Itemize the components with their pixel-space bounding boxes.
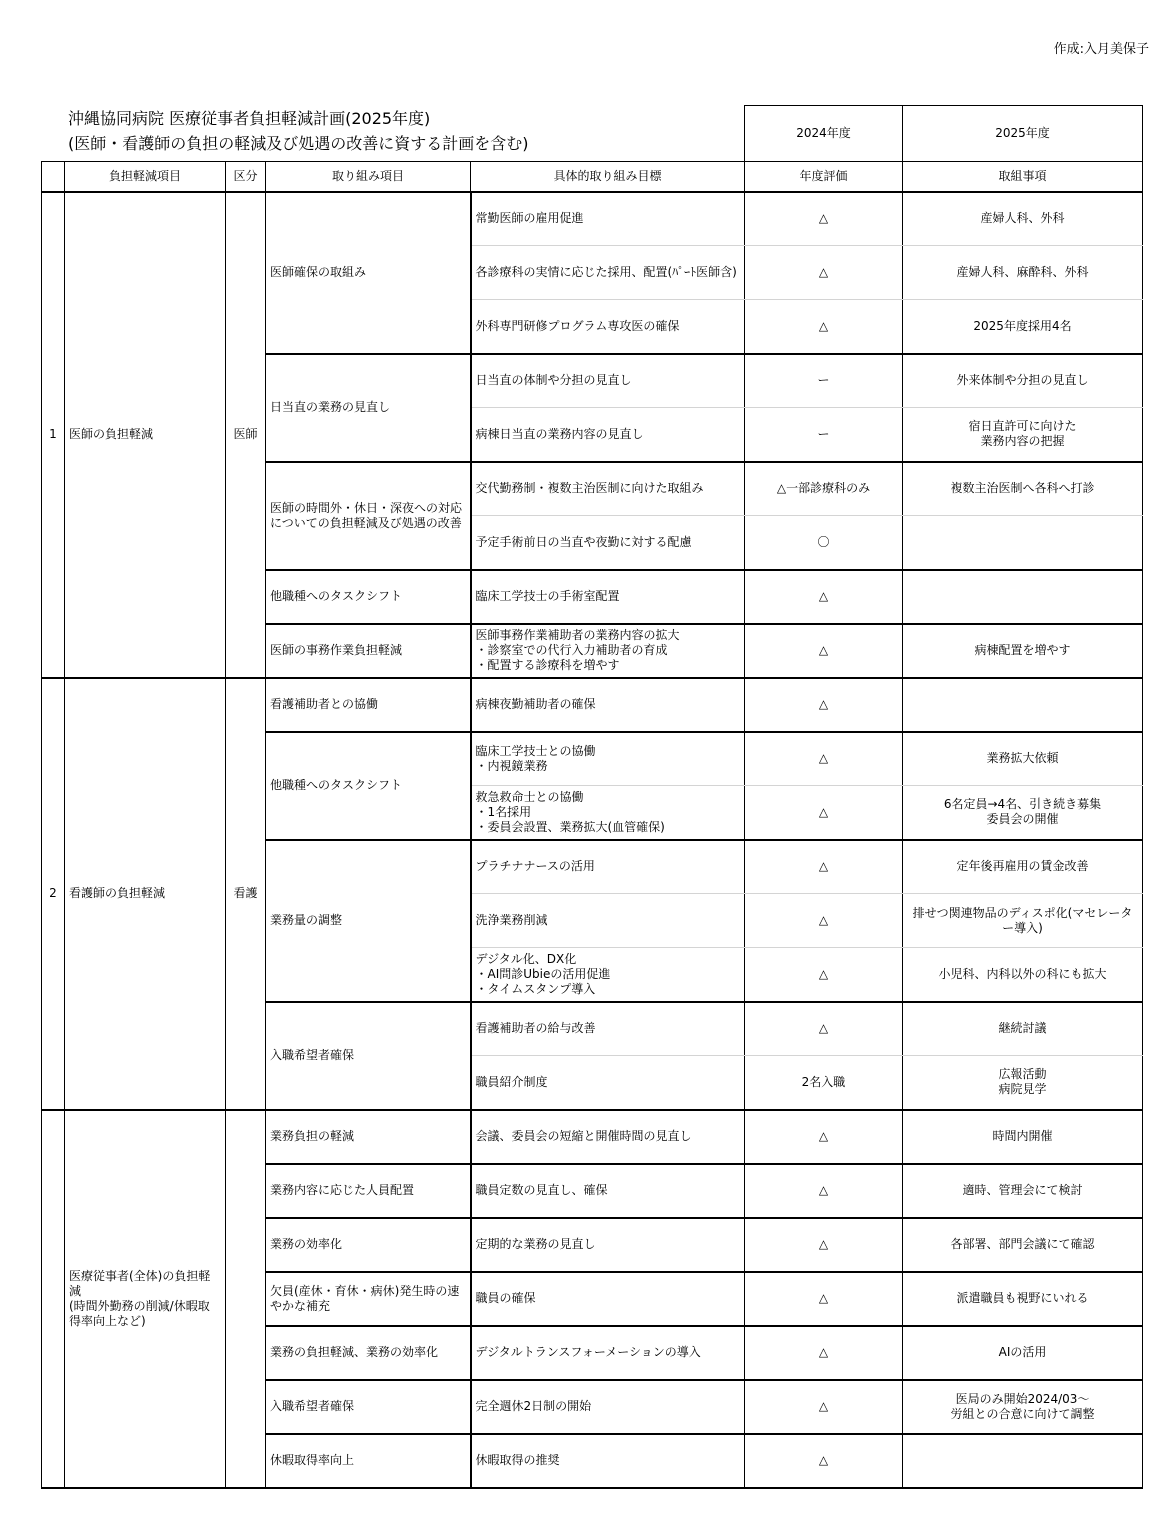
section-number: 1: [42, 192, 65, 678]
header-goal: 具体的取り組み目標: [471, 162, 745, 192]
eval-cell: △: [745, 1218, 903, 1272]
section-category: 医師: [226, 192, 266, 678]
eval-cell: 〇: [745, 516, 903, 570]
section-item: 看護師の負担軽減: [65, 678, 226, 1110]
header-category: 区分: [226, 162, 266, 192]
eval-cell: △: [745, 732, 903, 786]
year-header-2025: 2025年度: [903, 106, 1143, 162]
action-label: 休暇取得率向上: [266, 1434, 471, 1488]
goal-cell: 臨床工学技士との協働 ・内視鏡業務: [471, 732, 745, 786]
title-line-1: 沖縄協同病院 医療従事者負担軽減計画(2025年度): [68, 109, 431, 128]
eval-cell: △: [745, 624, 903, 678]
plan-cell: [903, 678, 1143, 732]
header-plan: 取組事項: [903, 162, 1143, 192]
plan-cell: 医局のみ開始2024/03～ 労組との合意に向けて調整: [903, 1380, 1143, 1434]
section-number: 2: [42, 678, 65, 1110]
plan-cell: 適時、管理会にて検討: [903, 1164, 1143, 1218]
action-label: 医師の時間外・休日・深夜への対応についての負担軽減及び処遇の改善: [266, 462, 471, 570]
plan-cell: 広報活動 病院見学: [903, 1056, 1143, 1110]
goal-cell: 病棟日当直の業務内容の見直し: [471, 408, 745, 462]
eval-cell: △: [745, 678, 903, 732]
section-number: [42, 1110, 65, 1488]
author-credit: 作成:入月美保子: [1053, 42, 1149, 57]
plan-cell: 時間内開催: [903, 1110, 1143, 1164]
plan-cell: 業務拡大依頼: [903, 732, 1143, 786]
eval-cell: △: [745, 894, 903, 948]
section-item: 医師の負担軽減: [65, 192, 226, 678]
plan-cell: 産婦人科、外科: [903, 192, 1143, 246]
plan-cell: [903, 516, 1143, 570]
goal-cell: デジタルトランスフォーメーションの導入: [471, 1326, 745, 1380]
plan-cell: [903, 1434, 1143, 1488]
goal-cell: 日当直の体制や分担の見直し: [471, 354, 745, 408]
eval-cell: △: [745, 570, 903, 624]
action-label: 医師確保の取組み: [266, 192, 471, 354]
title-line-2: (医師・看護師の負担の軽減及び処遇の改善に資する計画を含む): [68, 134, 529, 153]
plan-cell: 病棟配置を増やす: [903, 624, 1143, 678]
eval-cell: △: [745, 1002, 903, 1056]
goal-cell: 臨床工学技士の手術室配置: [471, 570, 745, 624]
action-label: 業務負担の軽減: [266, 1110, 471, 1164]
goal-cell: 看護補助者の給与改善: [471, 1002, 745, 1056]
plan-cell: 6名定員→4名、引き続き募集 委員会の開催: [903, 786, 1143, 840]
table-row: [42, 1110, 1143, 1164]
goal-cell: 職員の確保: [471, 1272, 745, 1326]
goal-cell: 病棟夜勤補助者の確保: [471, 678, 745, 732]
action-label: 入職希望者確保: [266, 1002, 471, 1110]
section-category: [226, 1110, 266, 1488]
plan-cell: 小児科、内科以外の科にも拡大: [903, 948, 1143, 1002]
eval-cell: ー: [745, 354, 903, 408]
year-header-2024: 2024年度: [745, 106, 903, 162]
plan-cell: 宿日直許可に向けた 業務内容の把握: [903, 408, 1143, 462]
goal-cell: 会議、委員会の短縮と開催時間の見直し: [471, 1110, 745, 1164]
plan-cell: 2025年度採用4名: [903, 300, 1143, 354]
action-label: 業務の負担軽減、業務の効率化: [266, 1326, 471, 1380]
eval-cell: △: [745, 1164, 903, 1218]
plan-cell: 複数主治医制へ各科へ打診: [903, 462, 1143, 516]
plan-cell: 継続討議: [903, 1002, 1143, 1056]
plan-cell: 排せつ関連物品のディスポ化(マセレーター導入): [903, 894, 1143, 948]
goal-cell: 各診療科の実情に応じた採用、配置(ﾊﾟｰﾄ医師含): [471, 246, 745, 300]
action-label: 入職希望者確保: [266, 1380, 471, 1434]
plan-cell: AIの活用: [903, 1326, 1143, 1380]
eval-cell: △: [745, 1110, 903, 1164]
goal-cell: 定期的な業務の見直し: [471, 1218, 745, 1272]
eval-cell: △: [745, 1326, 903, 1380]
plan-cell: [903, 570, 1143, 624]
eval-cell: △: [745, 948, 903, 1002]
goal-cell: 常勤医師の雇用促進: [471, 192, 745, 246]
goal-cell: 休暇取得の推奨: [471, 1434, 745, 1488]
goal-cell: 完全週休2日制の開始: [471, 1380, 745, 1434]
eval-cell: △: [745, 1380, 903, 1434]
goal-cell: 職員紹介制度: [471, 1056, 745, 1110]
goal-cell: 交代勤務制・複数主治医制に向けた取組み: [471, 462, 745, 516]
table-row: [42, 192, 1143, 246]
action-label: 看護補助者との協働: [266, 678, 471, 732]
eval-cell: △: [745, 1434, 903, 1488]
plan-cell: 外来体制や分担の見直し: [903, 354, 1143, 408]
goal-cell: 職員定数の見直し、確保: [471, 1164, 745, 1218]
action-label: 日当直の業務の見直し: [266, 354, 471, 462]
plan-cell: 産婦人科、麻酔科、外科: [903, 246, 1143, 300]
plan-table: [41, 105, 1143, 1489]
eval-cell: △: [745, 840, 903, 894]
action-label: 他職種へのタスクシフト: [266, 570, 471, 624]
eval-cell: △: [745, 246, 903, 300]
section-category: 看護: [226, 678, 266, 1110]
plan-cell: 各部署、部門会議にて確認: [903, 1218, 1143, 1272]
goal-cell: 予定手術前日の当直や夜勤に対する配慮: [471, 516, 745, 570]
goal-cell: 洗浄業務削減: [471, 894, 745, 948]
header-number: [42, 162, 65, 192]
section-item: 医療従事者(全体)の負担軽減 (時間外勤務の削減/休暇取得率向上など): [65, 1110, 226, 1488]
plan-cell: 派遣職員も視野にいれる: [903, 1272, 1143, 1326]
eval-cell: △: [745, 300, 903, 354]
eval-cell: 2名入職: [745, 1056, 903, 1110]
header-eval: 年度評価: [745, 162, 903, 192]
action-label: 欠員(産休・育休・病休)発生時の速やかな補充: [266, 1272, 471, 1326]
eval-cell: ー: [745, 408, 903, 462]
goal-cell: プラチナナースの活用: [471, 840, 745, 894]
action-label: 業務の効率化: [266, 1218, 471, 1272]
action-label: 業務量の調整: [266, 840, 471, 1002]
plan-cell: 定年後再雇用の賃金改善: [903, 840, 1143, 894]
action-label: 業務内容に応じた人員配置: [266, 1164, 471, 1218]
header-item: 負担軽減項目: [65, 162, 226, 192]
table-row: [42, 678, 1143, 732]
action-label: 医師の事務作業負担軽減: [266, 624, 471, 678]
goal-cell: 外科専門研修プログラム専攻医の確保: [471, 300, 745, 354]
header-action: 取り組み項目: [266, 162, 471, 192]
eval-cell: △一部診療科のみ: [745, 462, 903, 516]
eval-cell: △: [745, 786, 903, 840]
eval-cell: △: [745, 192, 903, 246]
goal-cell: 医師事務作業補助者の業務内容の拡大 ・診察室での代行入力補助者の育成 ・配置する診療科を増やす: [471, 624, 745, 678]
goal-cell: デジタル化、DX化 ・AI問診Ubieの活用促進 ・タイムスタンプ導入: [471, 948, 745, 1002]
goal-cell: 救急救命士との協働 ・1名採用 ・委員会設置、業務拡大(血管確保): [471, 786, 745, 840]
action-label: 他職種へのタスクシフト: [266, 732, 471, 840]
eval-cell: △: [745, 1272, 903, 1326]
